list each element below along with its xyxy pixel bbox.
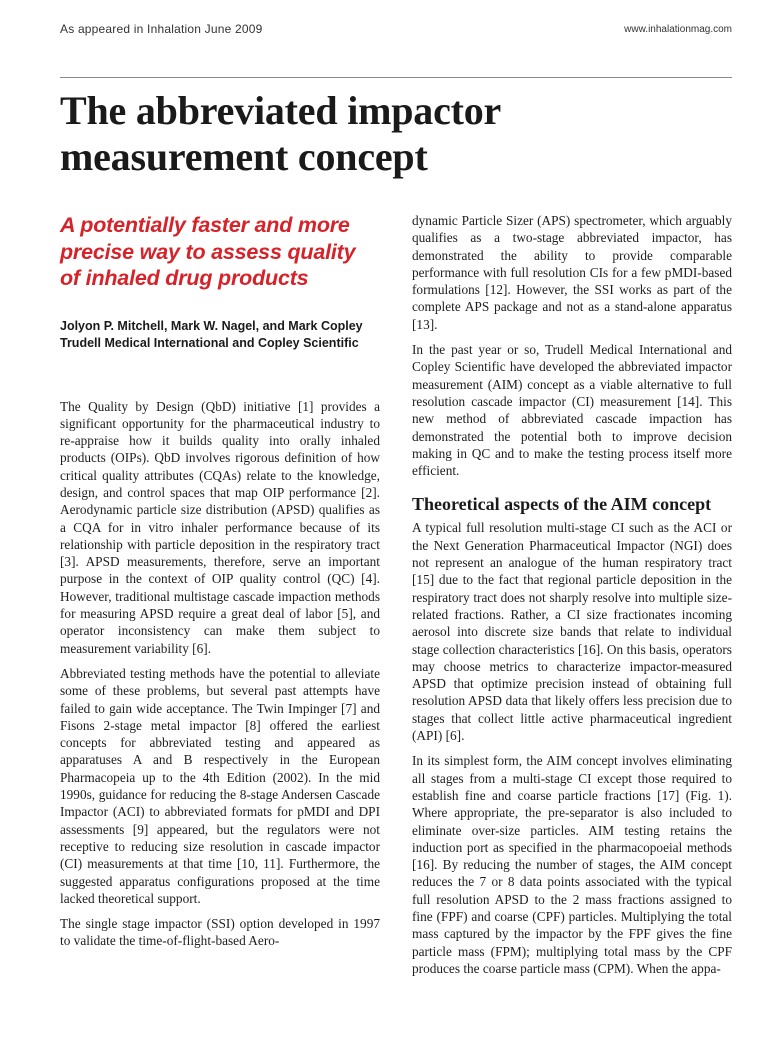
author-names: Jolyon P. Mitchell, Mark W. Nagel, and Mark Copley [60,318,363,333]
header-rule [60,77,732,78]
running-header-source: As appeared in Inhalation June 2009 [60,22,263,36]
body-paragraph: In its simplest form, the AIM concept involves eliminating all stages from a multi-stage CI except those required to establish fine and coarse particle fractions [17] (Fig. 1). Where appropriate, the pre-separator is also included to eliminate over-size particles. AIM testing retains the induction port as specified in the pharmacopoeial methods [16]. By reducing the number of stages, the AIM concept reduces the 7 or 8 data points associated with the typical full resolution APSD to the 2 mass fractions assigned to fine (FPF) and coarse (CPF) particles. Multiplying the total mass captured by the impactor by the FPF gives the fine particle mass (FPM); multiplying total mass by the CPF produces the coarse particle mass (CPM). When the appa- [412,753,732,976]
body-paragraph: In the past year or so, Trudell Medical International and Copley Scientific have developed the abbreviated impactor measurement (AIM) concept as a viable alternative to full resolution cascade impactor (CI) measurement [14]. This new method of abbreviated cascade impaction has demonstrated the potential both to improve decision making in QC and to make the testing process itself more efficient. [412,342,732,479]
left-column [60,212,380,958]
author-block [60,318,380,352]
body-paragraph: The single stage impactor (SSI) option developed in 1997 to validate the time-of-flight-based Aero- [60,916,380,949]
author-affiliation: Trudell Medical International and Copley Scientific [60,335,359,350]
body-paragraph: dynamic Particle Sizer (APS) spectrometer, which arguably qualifies as a two-stage abbreviated impactor, has demonstrated the ability to provide comparable performance with full resolution CIs for a few pMDI-based formulations [12]. However, the SSI works as part of the complete APS package and not as a stand-alone apparatus [13]. [412,213,732,332]
body-paragraph: The Quality by Design (QbD) initiative [1] provides a significant opportunity for the pharmaceutical industry to re-appraise how it builds quality into orally inhaled products (OIPs). QbD involves rigorous definition of how critical quality attributes (CQAs) relate to the knowledge, design, and control spaces that map OIP performance [2]. Aerodynamic particle size distribution (APSD) qualifies as a CQA for in vitro inhaler performance because of its relationship with particle deposition in the respiratory tract [3]. APSD measurements, therefore, serve an important purpose in the context of OIP quality control (QC) [4]. However, traditional multistage cascade impaction methods for measuring APSD require a great deal of labor [5], and operator inconsistency can make them subject to measurement variability [6]. [60,398,380,656]
running-header-url: www.inhalationmag.com [624,24,732,35]
right-column [412,212,732,985]
body-paragraph: Abbreviated testing methods have the potential to alleviate some of these problems, but several past attempts have failed to gain wide acceptance. The Twin Impinger [7] and Fisons 2-stage metal impactor [8] offered the earliest concepts for abbreviated testing and appeared as apparatuses A and B respectively in the European Pharmacopeia up to the 4th Edition (2002). In the mid 1990s, guidance for reducing the 8-stage Andersen Cascade Impactor (ACI) to abbreviated formats for pMDI and DPI assessments [9] appeared, but the regulators were not receptive to reducing size resolution in cascade impactor (CI) measurements at that time [10, 11]. Furthermore, the suggested apparatus configurations proposed at the time lacked theoretical support. [60,665,380,906]
running-header [60,22,732,40]
article-subtitle: A potentially faster and more precise way to assess quality of inhaled drug products [60,213,356,290]
left-body [60,398,380,950]
body-paragraph: A typical full resolution multi-stage CI such as the ACI or the Next Generation Pharmaceutical Impactor (NGI) does not represent an analogue of the human respiratory tract [15] due to the fact that regional particle deposition in the respiratory tract does not sharply resolve into multiple size-related fractions. Rather, a CI size fractionates incoming aerosol into discrete size bands that relate to individual stage collection characteristics [16]. On this basis, operators may choose metrics to characterize impactor-measured APSD that optimize precision instead of obtaining full resolution APSD data that likely offers less precision due to stages that collect little active pharmaceutical ingredient (API) [6]. [412,520,732,744]
article-title: The abbreviated impactor measurement concept [60,88,501,179]
section-heading: Theoretical aspects of the AIM concept [412,494,712,515]
